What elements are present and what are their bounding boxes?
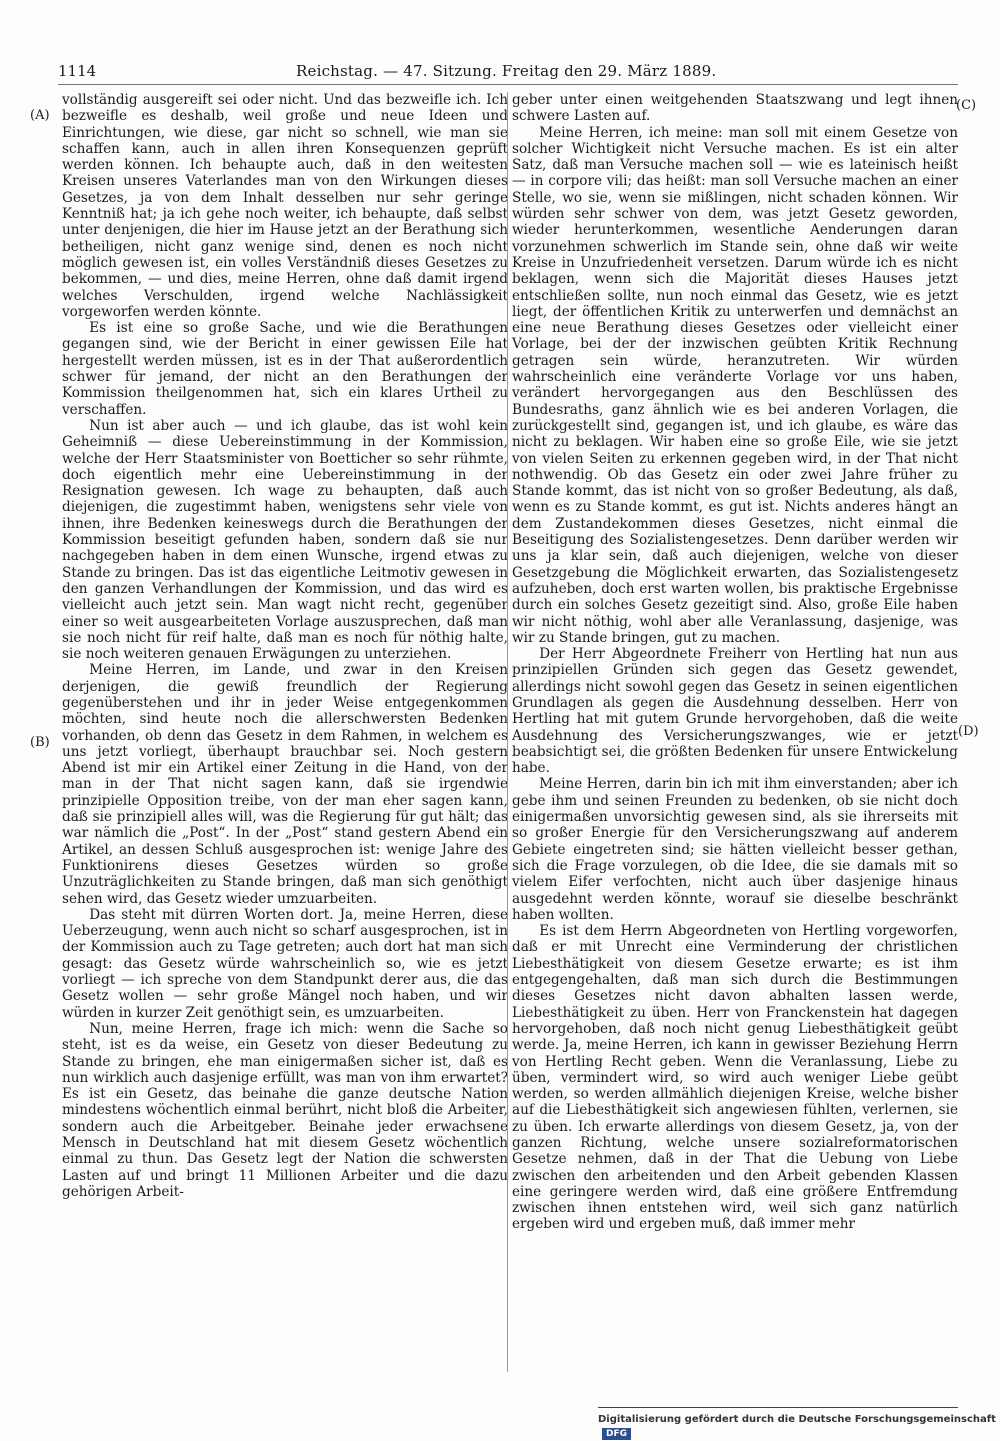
footer bbox=[598, 1413, 998, 1439]
paragraph: Nun ist aber auch — und ich glaube, das ist wohl kein Geheimniß — diese Uebereinstimmung in der Kommission, welche der Herr Staatsminister von Boetticher so sehr rühmte, doch eigentlich mehr eine Uebereinstimmung in der Resignation gewesen. Ich wage zu behaupten, daß auch diejenigen, die zugestimmt haben, wenigstens sehr viele von ihnen, ihre Bedenken keineswegs durch die Berathungen der Kommission beseitigt gefunden haben, sondern daß sie nur nachgegeben haben in dem einen Wunsche, irgend etwas zu Stande zu bringen. Das ist das eigentliche Leitmotiv gewesen in den ganzen Verhandlungen der Kommission, und das wird es vielleicht auch jetzt sein. Man wagt nicht recht, gegenüber einer so weit ausgearbeiteten Vorlage auszusprechen, daß man sie noch nicht für reif halte, daß man es noch für nöthig halte, sie noch weiteren genauen Erwägungen zu unterziehen. bbox=[62, 417, 508, 663]
paragraph: Meine Herren, darin bin ich mit ihm einverstanden; aber ich gebe ihm und seinen Freunden zu bedenken, ob sie nicht doch einigermaßen unvorsichtig gewesen sind, als sie ihrerseits mit so großer Energie für den Versicherungszwang auf anderem Gebiete eingetreten sind; sie hätten vielleicht besser gethan, sich die Frage vorzulegen, ob die Idee, die sie damals mit so vielem Eifer verfochten, nicht auch über dasjenige hinaus ausgedehnt werden könnte, worauf sie dieselbe beschränkt haben wollten. bbox=[512, 776, 958, 923]
paragraph: Nun, meine Herren, frage ich mich: wenn die Sache so steht, ist es da weise, ein Gesetz von dieser Bedeutung zu Stande zu bringen, ehe man einigermaßen sicher ist, daß es nun wirklich auch dasjenige erfüllt, was man von ihm erwartet? Es ist ein Gesetz, das beinahe die ganze deutsche Nation mindestens wöchentlich einmal berührt, nicht bloß die Arbeiter, sondern auch die Arbeitgeber. Beinahe jeder erwachsene Mensch in Deutschland hat mit diesem Gesetz wöchentlich einmal zu thun. Das Gesetz legt der Nation die schwersten Lasten auf und bringt 11 Millionen Arbeiter und die dazu gehörigen Arbeit- bbox=[62, 1020, 508, 1200]
margin-marker-c: (C) bbox=[956, 98, 977, 113]
footer-rule bbox=[598, 1407, 958, 1408]
paragraph: Der Herr Abgeordnete Freiherr von Hertling hat nun aus prinzipiellen Gründen sich gegen das Gesetz gewendet, allerdings nicht sowohl gegen das Gesetz in seinen eigentlichen Grundlagen als gegen die Ausdehnung desselben. Herr von Hertling hat mit gutem Grunde hervorgehoben, daß die weite Ausdehnung des Versicherungszwanges, wie er jetzt beabsichtigt sei, die größten Bedenken für unsere Entwickelung habe. bbox=[512, 646, 958, 777]
left-column bbox=[62, 92, 508, 1200]
paragraph: geber unter einen weitgehenden Staatszwang und legt ihnen schwere Lasten auf. bbox=[512, 92, 958, 125]
margin-marker-b: (B) bbox=[30, 735, 50, 750]
margin-marker-d: (D) bbox=[958, 724, 979, 739]
dfg-logo: DFG bbox=[602, 1428, 631, 1440]
footer-credit: Digitalisierung gefördert durch die Deutsche Forschungsgemeinschaft bbox=[598, 1414, 996, 1425]
paragraph: Meine Herren, im Lande, und zwar in den Kreisen derjenigen, die gewiß freundlich der Regierung gegenüberstehen und ihr in jeder Weise entgegenkommen möchten, sind heute noch die allerschwersten Bedenken vorhanden, ob denn das Gesetz in dem Rahmen, in welchem es uns jetzt vorliegt, überhaupt brauchbar sei. Noch gestern Abend ist mir ein Artikel einer Zeitung in die Hand, von der man in der That nicht sagen kann, daß sie irgendwie prinzipielle Opposition treibe, von der man eher sagen kann, daß sie prinzipiell alles will, was die Regierung für gut hält; das war nämlich die „Post“. In der „Post“ stand gestern Abend ein Artikel, an dessen Schluß ausgesprochen ist: wenige Jahre des Funktionirens dieses Gesetzes würden so große Unzuträglichkeiten zu Stande bringen, daß man sich genöthigt sehen wird, das Gesetz wieder umzuarbeiten. bbox=[62, 662, 508, 907]
paragraph: vollständig ausgereift sei oder nicht. Und das bezweifle ich. Ich bezweifle es deshalb, weil große und neue Ideen und Einrichtungen, wie diese, gar nicht so schnell, wie man sie schaffen kann, auch in allen ihren Konsequenzen geprüft werden können. Ich behaupte auch, daß in den weitesten Kreisen unseres Vaterlandes man von den Wirkungen dieses Gesetzes, ja von dem Inhalt desselben nur sehr geringe Kenntniß hat; ja ich gehe noch weiter, ich behaupte, daß selbst unter denjenigen, die hier im Hause jetzt an der Berathung sich betheiligen, nicht ganz wenige sind, denen es noch nicht möglich gewesen ist, ein volles Verständniß dieses Gesetzes zu bekommen, — und dies, meine Herren, ohne daß damit irgend welches Verschulden, irgend welche Nachlässigkeit vorgeworfen werden könnte. bbox=[62, 92, 508, 320]
paragraph: Es ist dem Herrn Abgeordneten von Hertling vorgeworfen, daß er mit Unrecht eine Verminderung der christlichen Liebesthätigkeit von diesem Gesetze erwarte; es ist ihm entgegengehalten, daß man sich durch die Bestimmungen dieses Gesetzes nicht davon abhalten lassen werde, Liebesthätigkeit zu üben. Herr von Franckenstein hat dagegen hervorgehoben, daß noch nicht genug Liebesthätigkeit geübt werde. Ja, meine Herren, ich kann in gewisser Beziehung Herrn von Hertling Recht geben. Wenn die Veranlassung, Liebe zu üben, vermindert wird, so wird auch weniger Liebe geübt werden, so werden allmählich diejenigen Kreise, welche bisher auf die Liebesthätigkeit sich angewiesen fühlten, verlernen, sie zu üben. Ich erwarte allerdings von diesem Gesetz, ja, von der ganzen Richtung, welche unsere sozialreformatorischen Gesetze nehmen, daß in der That die Uebung von Liebe zwischen den arbeitenden und den Arbeit gebenden Klassen eine geringere werden wird, daß eine größere Entfremdung zwischen ihnen entstehen wird, weil sich ganz natürlich ergeben wird und ergeben muß, daß immer mehr bbox=[512, 923, 958, 1233]
margin-marker-a: (A) bbox=[30, 108, 50, 123]
paragraph: Das steht mit dürren Worten dort. Ja, meine Herren, diese Ueberzeugung, wenn auch nicht so scharf ausgesprochen, ist in der Kommission auch zu Tage getreten; auch dort hat man sich gesagt: das Gesetz würde wahrscheinlich so, wie es jetzt vorliegt — ich spreche von dem Standpunkt derer aus, die das Gesetz wollen — sehr große Mängel noch haben, und wir würden in kurzer Zeit genöthigt sein, es umzuarbeiten. bbox=[62, 906, 508, 1021]
running-title: Reichstag. — 47. Sitzung. Freitag den 29. März 1889. bbox=[296, 62, 717, 80]
page-header bbox=[58, 60, 958, 82]
paragraph: Meine Herren, ich meine: man soll mit einem Gesetze von solcher Wichtigkeit nicht Versuche machen. Es ist ein alter Satz, daß man Versuche machen soll — wie es lateinisch heißt — in corpore vili; das heißt: man soll Versuche machen an einer Stelle, wo sie, wenn sie mißlingen, nicht schaden können. Wir würden sehr schwer von dem, was jetzt Gesetz geworden, wieder herunterkommen, wesentliche Aenderungen daran vorzunehmen schwerlich im Stande sein, ohne daß wir weite Kreise in Unzufriedenheit versetzen. Darum würde ich es nicht beklagen, wenn sich die Majorität dieses Hauses jetzt entschließen sollte, nun noch einmal das Gesetz, wie es jetzt liegt, der öffentlichen Kritik zu unterwerfen und demnächst an eine neue Berathung dieses Gesetzes oder vielleicht einer Vorlage, bei der der inzwischen geübten Kritik Rechnung getragen sein würde, heranzutreten. Wir würden wahrscheinlich eine veränderte Vorlage vor uns haben, verändert hervorgegangen aus den Beschlüssen des Bundesraths, ganz ähnlich wie es bei anderen Vorlagen, die zurückgestellt sind, gegangen ist, und ich glaube, es wäre das nicht zu beklagen. Wir haben eine so große Eile, wie sie jetzt von vielen Seiten zu erkennen gegeben wird, in der That nicht nothwendig. Ob das Gesetz ein oder zwei Jahre früher zu Stande kommt, das ist nicht von so großer Bedeutung, als daß, wenn es zu Stande kommt, es gut ist. Nichts anderes hängt an dem Zustandekommen dieses Gesetzes, nicht einmal die Beseitigung des Sozialistengesetzes. Denn darüber werden wir uns ja klar sein, daß auch diejenigen, welche von dieser Gesetzgebung die Möglichkeit erwarten, das Sozialistengesetz aufzuheben, doch erst warten wollen, bis praktische Ergebnisse durch ein solches Gesetz gezeitigt sind. Also, große Eile haben wir nicht nöthig, wohl aber alle Veranlassung, dasjenige, was wir zu Stande bringen, gut zu machen. bbox=[512, 124, 958, 646]
header-rule bbox=[58, 84, 958, 85]
right-column bbox=[512, 92, 958, 1233]
page-number: 1114 bbox=[58, 62, 97, 80]
column-divider bbox=[507, 92, 508, 1372]
paragraph: Es ist eine so große Sache, und wie die Berathungen gegangen sind, wie der Bericht in einer gewissen Eile hat hergestellt werden müssen, ist es in der That außerordentlich schwer für jemand, der nicht an den Berathungen der Kommission theilgenommen hat, sich ein klares Urtheil zu verschaffen. bbox=[62, 320, 508, 418]
